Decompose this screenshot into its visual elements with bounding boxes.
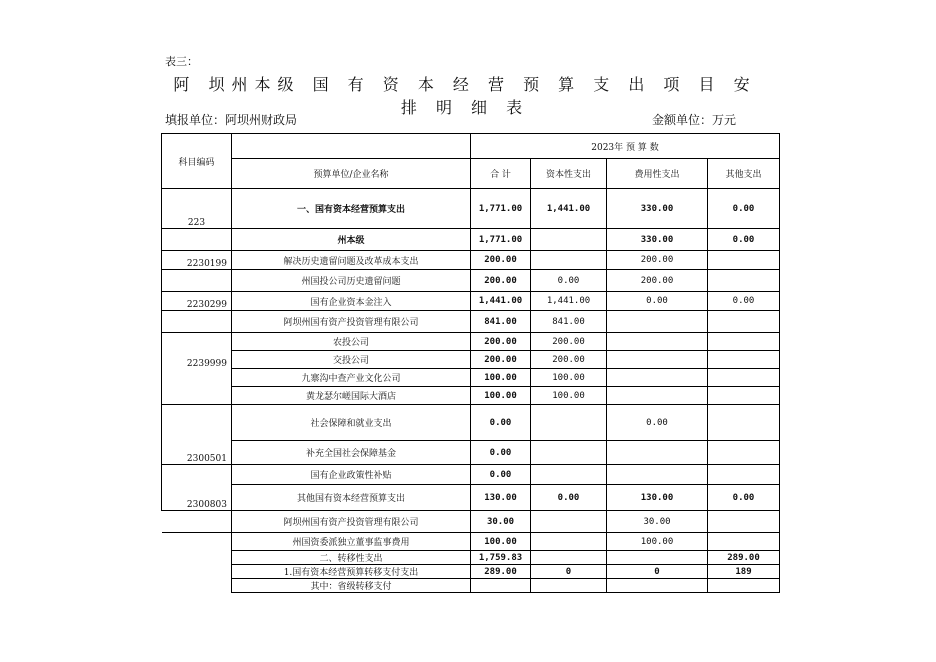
row-total: 200.00 (471, 333, 531, 351)
row-expense: 200.00 (607, 251, 708, 270)
row-other (708, 369, 780, 387)
code-cell (162, 311, 232, 333)
code-cell: 2300501 (162, 441, 232, 465)
row-expense (607, 351, 708, 369)
row-total (471, 579, 531, 593)
code-cell (162, 533, 232, 551)
code-cell (162, 551, 232, 565)
table-row (162, 333, 780, 351)
row-total: 0.00 (471, 441, 531, 465)
header-year-budget: 2023年 预 算 数 (471, 134, 780, 159)
row-expense: 30.00 (607, 511, 708, 533)
row-capital (531, 251, 607, 270)
row-total: 1,441.00 (471, 292, 531, 311)
row-other (708, 465, 780, 485)
code-cell (162, 579, 232, 593)
row-name: 九寨沟中查产业文化公司 (232, 369, 471, 387)
row-name: 1.国有资本经营预算转移支付支出 (232, 565, 471, 579)
code-cell: 2239999 (162, 333, 232, 369)
table-row (162, 369, 780, 387)
header-capital: 资本性支出 (531, 159, 607, 189)
row-other: 289.00 (708, 551, 780, 565)
table-row (162, 189, 780, 229)
row-expense: 200.00 (607, 270, 708, 292)
header-total: 合 计 (471, 159, 531, 189)
row-capital: 1,441.00 (531, 292, 607, 311)
row-name: 一、国有资本经营预算支出 (232, 189, 471, 229)
row-name: 农投公司 (232, 333, 471, 351)
row-name: 补充全国社会保障基金 (232, 441, 471, 465)
row-name: 国有企业资本金注入 (232, 292, 471, 311)
table-row (162, 292, 780, 311)
row-total: 0.00 (471, 465, 531, 485)
row-expense (607, 333, 708, 351)
row-name: 解决历史遗留问题及改革成本支出 (232, 251, 471, 270)
row-capital (531, 579, 607, 593)
row-capital (531, 405, 607, 441)
row-total: 100.00 (471, 387, 531, 405)
row-total: 1,759.83 (471, 551, 531, 565)
row-other: 0.00 (708, 485, 780, 511)
row-total: 130.00 (471, 485, 531, 511)
row-name: 交投公司 (232, 351, 471, 369)
row-other (708, 405, 780, 441)
row-capital: 100.00 (531, 369, 607, 387)
row-total: 1,771.00 (471, 189, 531, 229)
row-expense (607, 387, 708, 405)
row-expense (607, 441, 708, 465)
code-cell (162, 387, 232, 405)
table-row (162, 565, 780, 579)
row-capital: 841.00 (531, 311, 607, 333)
row-other (708, 311, 780, 333)
row-total: 200.00 (471, 270, 531, 292)
row-capital (531, 551, 607, 565)
table-row (162, 533, 780, 551)
row-other: 189 (708, 565, 780, 579)
table-row (162, 387, 780, 405)
row-other (708, 333, 780, 351)
row-total: 100.00 (471, 369, 531, 387)
row-expense: 330.00 (607, 229, 708, 251)
code-cell (162, 270, 232, 292)
row-total: 0.00 (471, 405, 531, 441)
row-name: 其他国有资本经营预算支出 (232, 485, 471, 511)
table-row (162, 551, 780, 565)
table-row (162, 485, 780, 511)
row-other (708, 270, 780, 292)
row-expense (607, 579, 708, 593)
code-cell: 223 (162, 189, 232, 229)
row-capital (531, 533, 607, 551)
row-other (708, 351, 780, 369)
header-name: 预算单位/企业名称 (232, 159, 471, 189)
row-other (708, 251, 780, 270)
row-other (708, 579, 780, 593)
row-expense: 130.00 (607, 485, 708, 511)
row-total: 200.00 (471, 251, 531, 270)
header-expense: 费用性支出 (607, 159, 708, 189)
table-row (162, 270, 780, 292)
row-name: 社会保障和就业支出 (232, 405, 471, 441)
header-row-1 (162, 134, 780, 159)
header-blank (232, 134, 471, 159)
row-capital: 200.00 (531, 333, 607, 351)
code-cell (162, 565, 232, 579)
row-name: 阿坝州国有资产投资管理有限公司 (232, 511, 471, 533)
code-cell (162, 511, 232, 533)
row-expense: 330.00 (607, 189, 708, 229)
row-other: 0.00 (708, 189, 780, 229)
row-capital: 0.00 (531, 270, 607, 292)
row-other (708, 441, 780, 465)
row-other (708, 533, 780, 551)
table-row (162, 311, 780, 333)
row-capital: 0 (531, 565, 607, 579)
table-row (162, 579, 780, 593)
table-row (162, 251, 780, 270)
row-name: 州本级 (232, 229, 471, 251)
row-capital: 100.00 (531, 387, 607, 405)
row-capital (531, 511, 607, 533)
row-capital: 0.00 (531, 485, 607, 511)
row-other: 0.00 (708, 292, 780, 311)
row-capital: 1,441.00 (531, 189, 607, 229)
table-row (162, 405, 780, 441)
budget-table (161, 133, 780, 593)
code-cell: 2300803 (162, 485, 232, 511)
code-cell (162, 405, 232, 441)
code-cell (162, 229, 232, 251)
table-row (162, 465, 780, 485)
row-expense (607, 369, 708, 387)
row-name: 黄龙瑟尔嵯国际大酒店 (232, 387, 471, 405)
row-capital (531, 465, 607, 485)
row-other (708, 511, 780, 533)
page-title: 阿 坝州本级 国 有 资 本 经 营 预 算 支 出 项 目 安 排 明 细 表 (173, 75, 757, 117)
row-other: 0.00 (708, 229, 780, 251)
row-total: 100.00 (471, 533, 531, 551)
row-name: 州国资委派独立董事监事费用 (232, 533, 471, 551)
code-cell: 2230199 (162, 251, 232, 270)
row-expense: 100.00 (607, 533, 708, 551)
row-expense: 0.00 (607, 405, 708, 441)
row-capital (531, 441, 607, 465)
row-other (708, 387, 780, 405)
row-name: 其中：省级转移支付 (232, 579, 471, 593)
row-name: 阿坝州国有资产投资管理有限公司 (232, 311, 471, 333)
row-expense (607, 311, 708, 333)
row-expense: 0.00 (607, 292, 708, 311)
row-name: 二、转移性支出 (232, 551, 471, 565)
code-cell (162, 369, 232, 387)
row-total: 200.00 (471, 351, 531, 369)
table-row (162, 229, 780, 251)
row-expense (607, 551, 708, 565)
row-capital: 200.00 (531, 351, 607, 369)
row-capital (531, 229, 607, 251)
row-expense (607, 465, 708, 485)
header-row-2 (162, 159, 780, 189)
header-code: 科目编码 (162, 134, 232, 189)
table-row (162, 511, 780, 533)
row-total: 841.00 (471, 311, 531, 333)
header-other: 其他支出 (708, 159, 780, 189)
code-cell: 2230299 (162, 292, 232, 311)
row-total: 30.00 (471, 511, 531, 533)
code-cell (162, 465, 232, 485)
row-name: 国有企业政策性补贴 (232, 465, 471, 485)
row-expense: 0 (607, 565, 708, 579)
table-label: 表三： (165, 55, 198, 68)
row-total: 1,771.00 (471, 229, 531, 251)
amount-unit: 金额单位：万元 (652, 113, 737, 127)
table-row (162, 351, 780, 369)
fill-unit: 填报单位：阿坝州财政局 (165, 113, 298, 127)
table-row (162, 441, 780, 465)
row-total: 289.00 (471, 565, 531, 579)
row-name: 州国投公司历史遗留问题 (232, 270, 471, 292)
